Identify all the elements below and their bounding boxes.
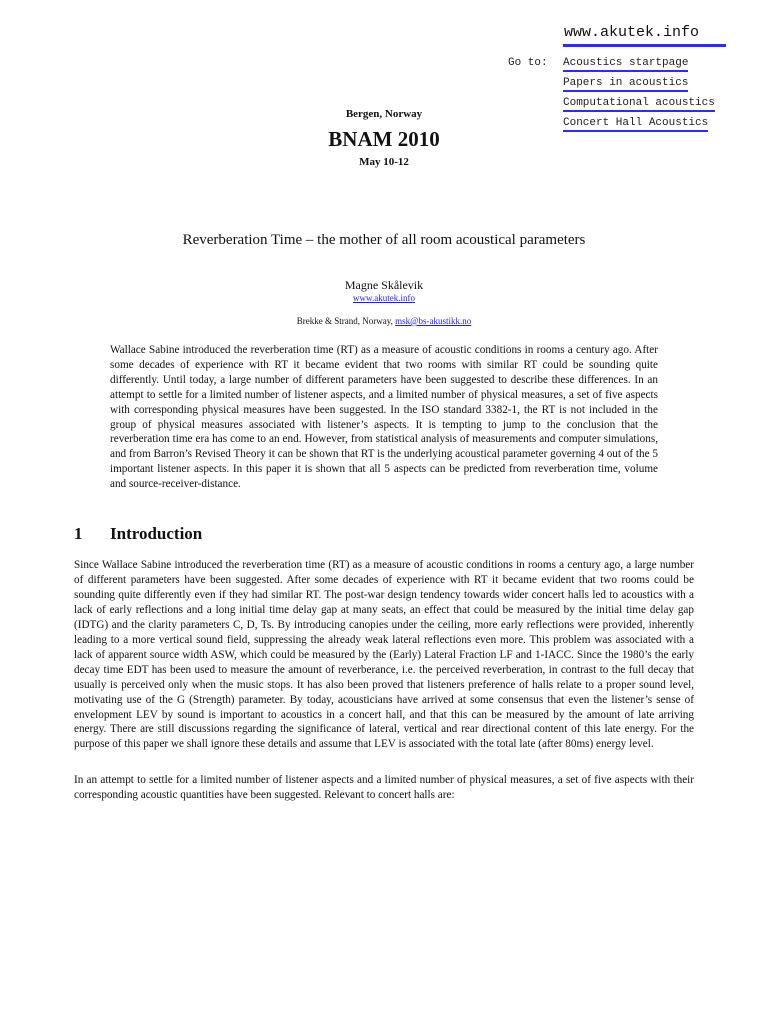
paper-title: Reverberation Time – the mother of all room acoustical parameters [182, 232, 586, 248]
nav-link-computational-acoustics[interactable]: Computational acoustics [563, 97, 715, 112]
section-heading [74, 524, 202, 544]
section-number: 1 [74, 524, 83, 543]
site-url[interactable]: www.akutek.info [564, 24, 700, 41]
section-title: Introduction [110, 524, 203, 543]
abstract: Wallace Sabine introduced the reverberation time (RT) as a measure of acoustic conditions in rooms a century ago. After some decades of experience with RT it became evident that two rooms with similar RT could be sounding quite differently. Until today, a large number of different parameters have been suggested to describe these differences. In an attempt to settle for a limited number of listener aspects, and a limited number of physical measures, a set of five aspects with corresponding physical measures have been suggested. In the ISO standard 3382-1, the RT is not included in the group of physical measures associated with listener’s aspects. It is tempting to jump to the conclusion that the reverberation time era has come to an end. However, from statistical analysis of measurements and computer simulations, and from Barron’s Revised Theory it can be shown that RT is the underlying acoustical parameter governing 4 out of the 5 important listener aspects. In this paper it is shown that all 5 aspects can be predicted from reverberation time, volume and source-receiver-distance. [110, 344, 658, 491]
site-url-underline [563, 44, 726, 47]
body-paragraph: In an attempt to settle for a limited number of listener aspects and a limited number of physical measures, a set of five aspects with their corresponding acoustic quantities have been suggested. Relevant to concert halls are: [74, 774, 694, 801]
conference-date: May 10-12 [359, 156, 409, 168]
nav-link-concert-hall-acoustics[interactable]: Concert Hall Acoustics [563, 117, 708, 132]
body-paragraph: Since Wallace Sabine introduced the reverberation time (RT) as a measure of acoustic conditions in rooms a century ago, a large number of different parameters have been suggested. After some decades of experience with RT it became evident that two rooms could be sounding quite differently even if they had similar RT. The post-war design tendency towards wider concert halls led to acoustics with a lack of early reflections and a long initial time delay gap at many seats, an effect that could be measured by the initial time delay gap (IDTG) and the clarity parameters C, D, Ts. By introducing canopies under the ceiling, more early reflections were provided, inherently leading to a more vertical sound field, suppressing the already weak lateral reflections even more. This problem was associated with a lack of apparent source width ASW, which could be measured by the (Early) Lateral Fraction LF and 1-IACC. Since the 1980’s the early decay time EDT has been used to measure the amount of reverberance, i.e. the perceived reverberation, in contrast to the full decay that usually is perceived only when the music stops. It has also been proved that listeners preference of halls relate to a proper sound level, motivating use of the G (Strength) parameter. By today, acousticians have arrived at some consensus that even the listener’s sense of envelopment LEV by sound is important to acoustics in a concert hall, and that this can be measured by the amount of late arriving energy. There are still discussions regarding the significance of lateral, vertical and rear directional content of this late energy. For the purpose of this paper we shall ignore these details and assume that LEV is associated with the total late (after 80ms) energy level. [74, 559, 694, 751]
author-email-link[interactable]: msk@bs-akustikk.no [395, 316, 472, 326]
affiliation [0, 316, 768, 326]
author-url-link[interactable]: www.akutek.info [353, 293, 415, 303]
author-url-container [0, 293, 768, 303]
nav-link-acoustics-startpage[interactable]: Acoustics startpage [563, 57, 688, 72]
author-name: Magne Skålevik [344, 278, 424, 292]
conference-name: BNAM 2010 [328, 127, 440, 151]
nav-link-papers-in-acoustics[interactable]: Papers in acoustics [563, 77, 688, 92]
goto-label: Go to: [508, 57, 548, 69]
conference-place: Bergen, Norway [345, 108, 423, 120]
affiliation-text: Brekke & Strand, Norway, [296, 316, 396, 326]
